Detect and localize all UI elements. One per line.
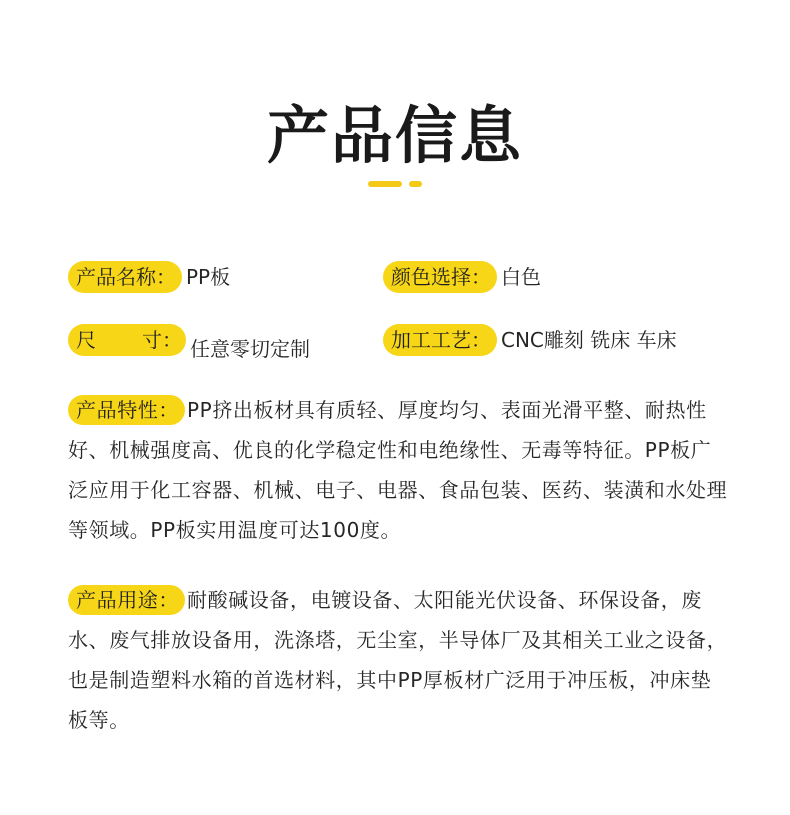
field-value-color: 白色 xyxy=(501,265,541,289)
features-label: 产品特性： xyxy=(68,395,185,425)
field-process xyxy=(383,324,677,356)
field-label-product-name: 产品名称： xyxy=(68,261,182,293)
field-value-size: 任意零切定制 xyxy=(190,337,310,361)
field-label-size xyxy=(68,324,186,356)
usage-paragraph xyxy=(68,580,728,740)
field-size xyxy=(68,324,310,361)
field-value-product-name: PP板 xyxy=(186,265,231,289)
features-paragraph xyxy=(68,390,728,550)
field-label-color: 颜色选择： xyxy=(383,261,497,293)
features-text: PP挤出板材具有质轻、厚度均匀、表面光滑平整、耐热性好、机械强度高、优良的化学稳定性和电绝缘性、无毒等特征。PP板广泛应用于化工容器、机械、电子、电器、食品包装、医药、装潢和水处理等领域。PP板实用温度可达100度。 xyxy=(68,398,728,542)
usage-label: 产品用途： xyxy=(68,585,185,615)
field-label-size-left: 尺 xyxy=(76,328,96,352)
page-title: 产品信息 xyxy=(266,99,523,172)
title-underline-short xyxy=(409,181,422,187)
usage-text: 耐酸碱设备，电镀设备、太阳能光伏设备、环保设备，废水、废气排放设备用，洗涤塔，无尘室，半导体厂及其相关工业之设备，也是制造塑料水箱的首选材料，其中PP厚板材广泛用于冲压板，冲床垫板等。 xyxy=(68,588,728,732)
field-label-size-right: 寸： xyxy=(142,328,182,352)
title-underline-long xyxy=(368,181,402,187)
field-value-process: CNC雕刻 铣床 车床 xyxy=(501,328,677,352)
field-color xyxy=(383,261,541,293)
field-product-name xyxy=(68,261,230,293)
field-label-process: 加工工艺： xyxy=(383,324,497,356)
